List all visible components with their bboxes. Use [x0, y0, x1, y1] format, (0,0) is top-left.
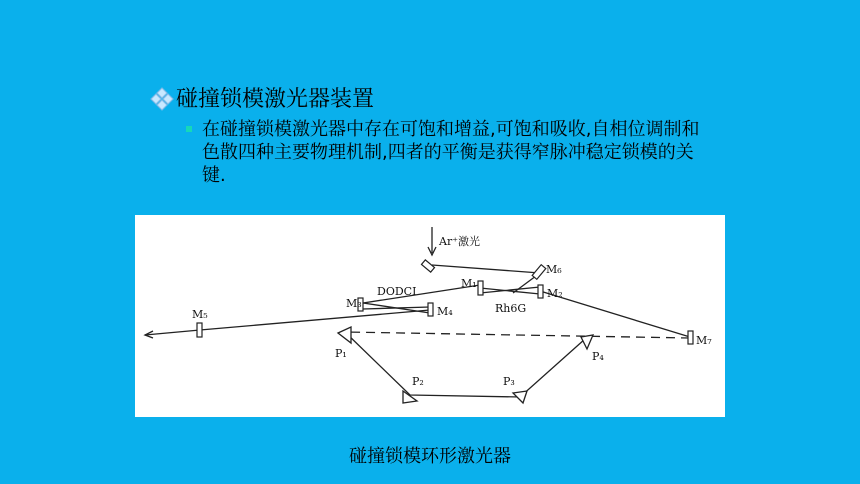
label-m6: M₆ [546, 263, 562, 276]
dashed-beam [345, 332, 690, 338]
label-rh6g: Rh6G [495, 302, 527, 315]
mirror-m2 [538, 285, 543, 298]
label-m4: M₄ [437, 305, 453, 318]
laser-diagram [135, 215, 725, 417]
label-p4: P₄ [592, 350, 604, 363]
beam-m1-m2-cross [480, 287, 540, 293]
diamond-bullet-icon [152, 89, 170, 107]
label-m1: M₁ [461, 277, 477, 290]
mirror-m4 [428, 303, 433, 316]
prism-p4 [581, 335, 593, 349]
label-p2: P₂ [412, 375, 424, 388]
figure-caption: 碰撞锁模环形激光器 [349, 446, 511, 467]
pump-beam-1 [432, 265, 540, 273]
label-m2: M₂ [547, 287, 563, 300]
beam-m3-m4-b [363, 307, 430, 309]
output-beam [145, 330, 200, 335]
label-dodci: DODCI [377, 285, 417, 298]
label-m7: M₇ [696, 334, 712, 347]
mirror-m7 [688, 331, 693, 344]
label-p1: P₁ [335, 347, 347, 360]
prism-path [345, 332, 585, 397]
pump-mirror [421, 260, 434, 272]
label-p3: P₃ [503, 375, 515, 388]
beam-m1-m2-top [480, 288, 540, 294]
label-m3: M₃ [346, 297, 362, 310]
beam-m4-m5 [200, 310, 430, 330]
heading-text: 碰撞锁模激光器装置 [176, 87, 375, 112]
prism-p2 [403, 391, 417, 403]
mirror-m1 [478, 281, 483, 295]
laser-diagram-svg [135, 215, 725, 417]
square-bullet-icon [186, 126, 192, 132]
prism-p1 [338, 327, 351, 343]
mirror-m5 [197, 323, 202, 337]
body-text: 在碰撞锁模激光器中存在可饱和增益,可饱和吸收,自相位调制和色散四种主要物理机制,四者的平衡是获得窄脉冲稳定锁模的关键. [202, 119, 700, 186]
slide-heading [152, 82, 374, 113]
label-m5: M₅ [192, 308, 208, 321]
label-pump: Ar⁺激光 [439, 235, 481, 248]
body-bullet [186, 118, 706, 187]
